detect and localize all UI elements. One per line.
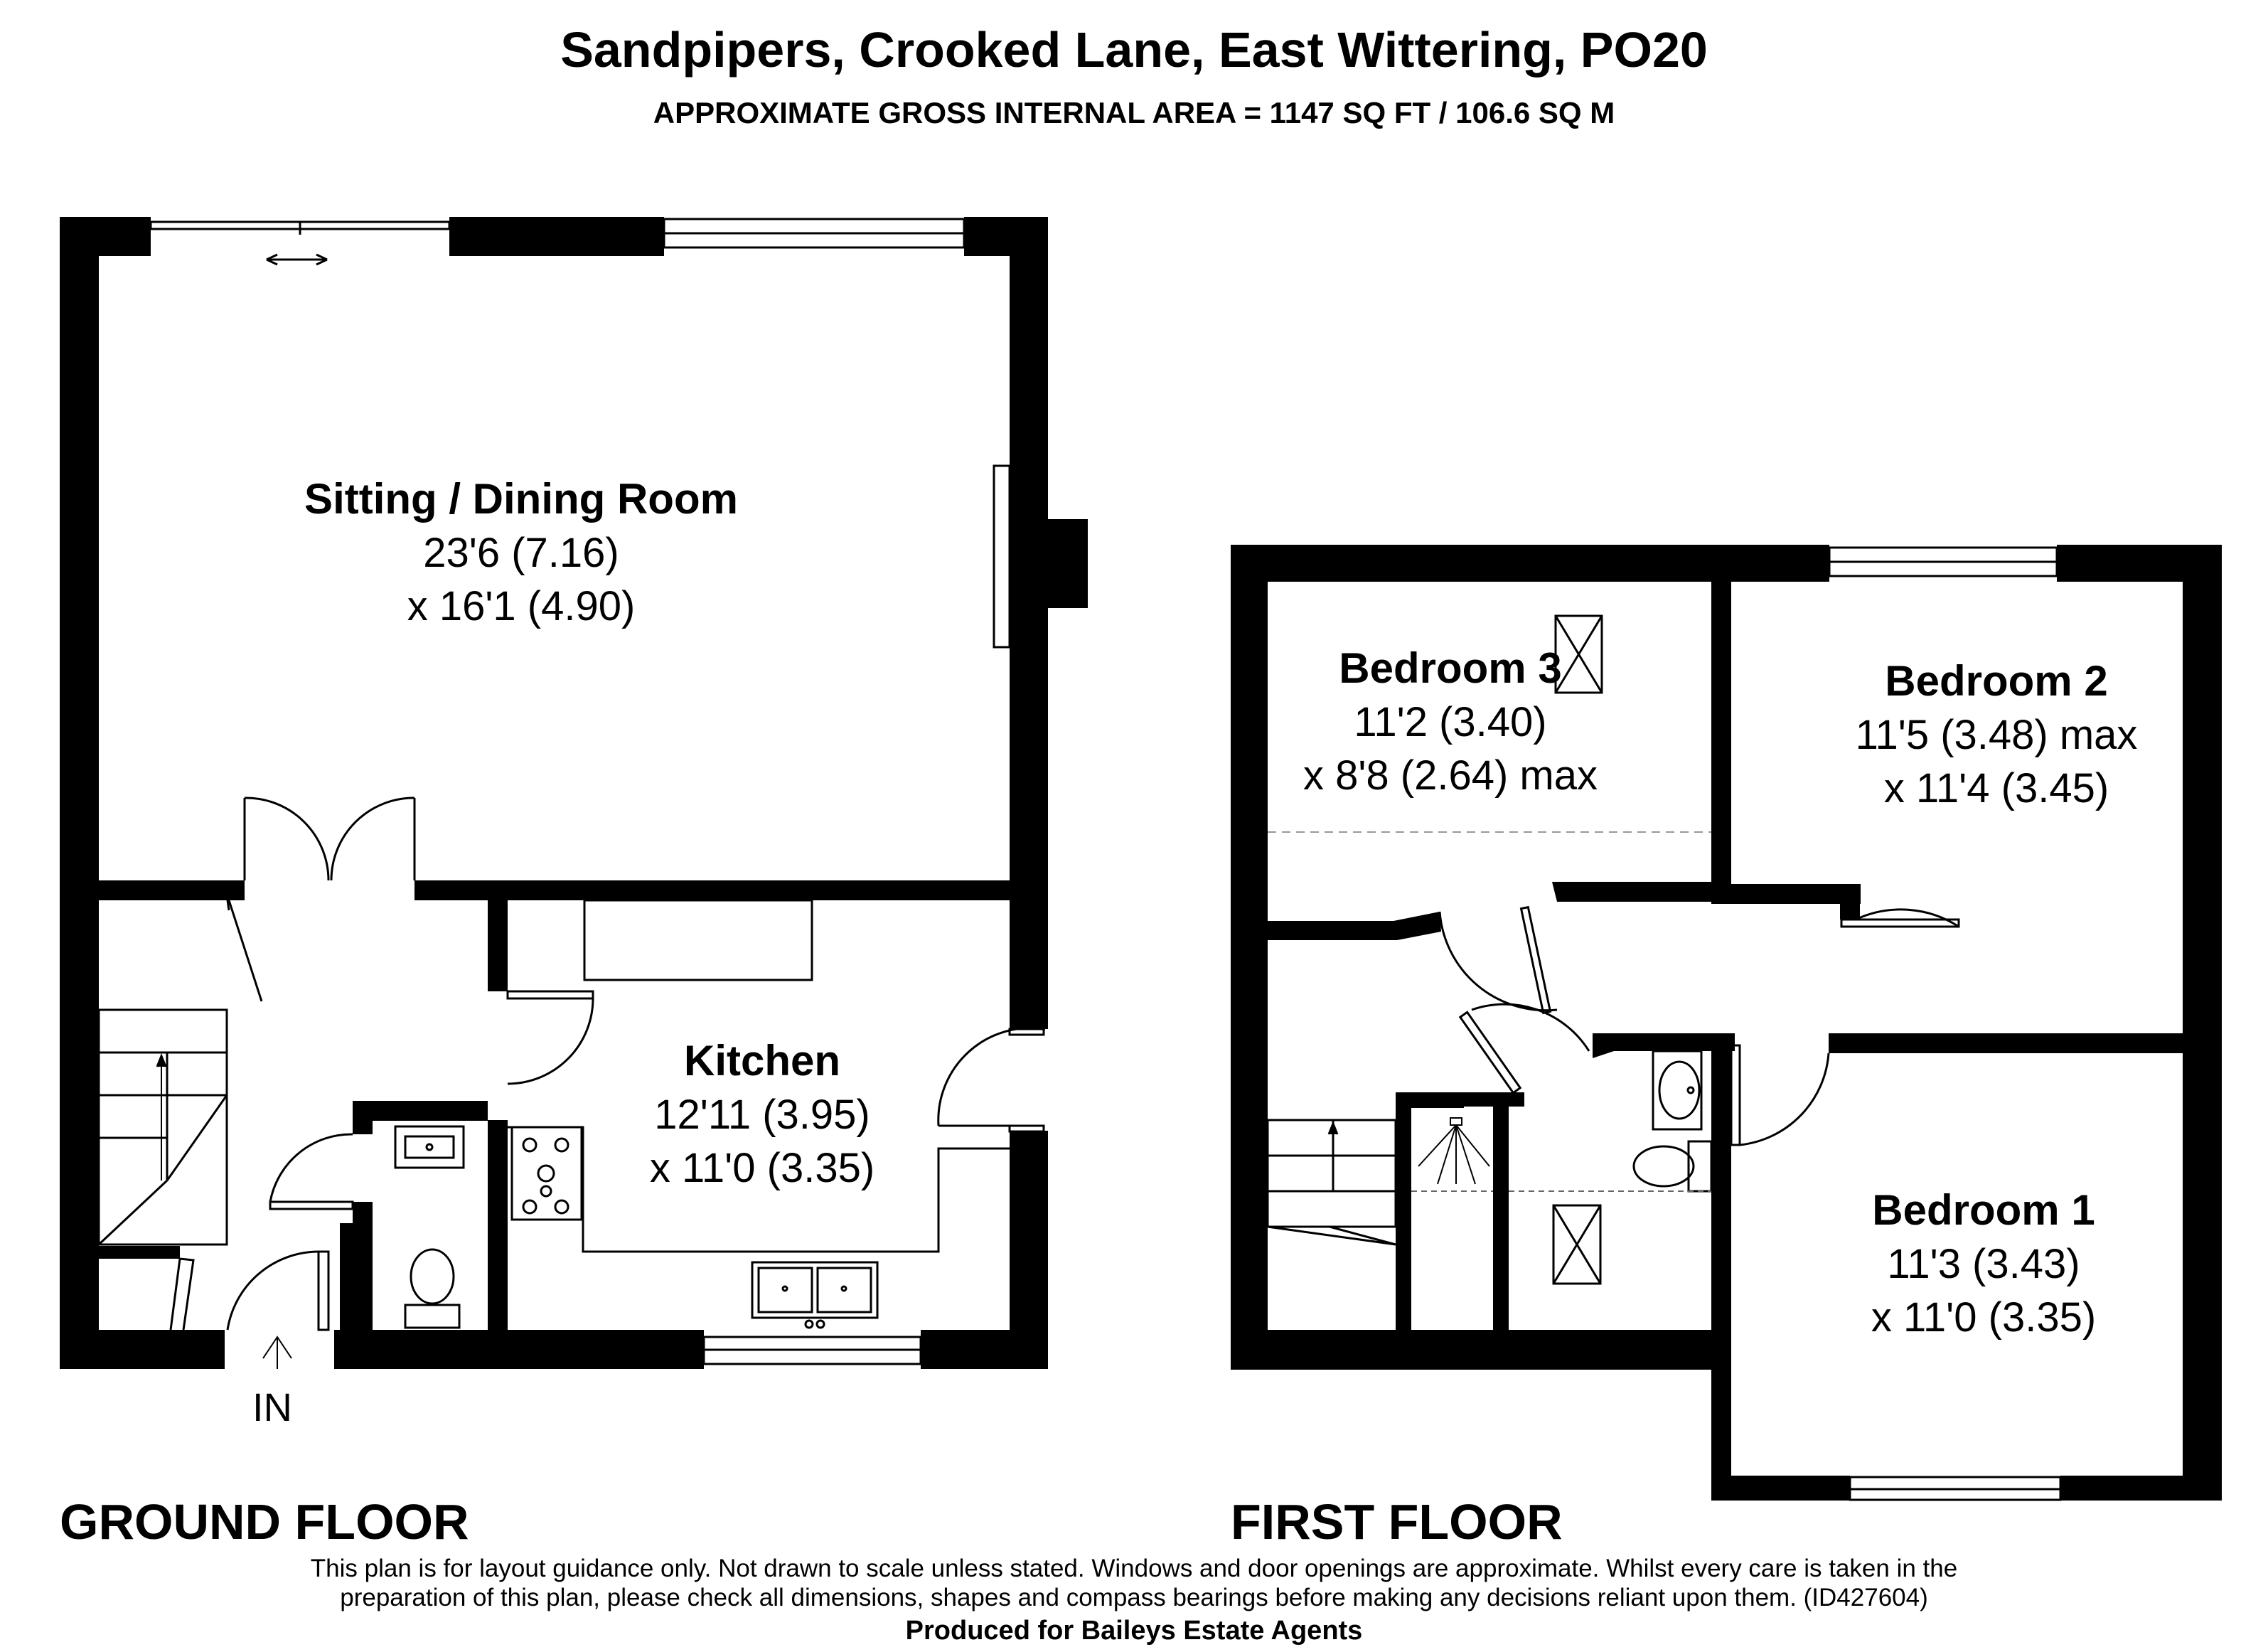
- first-floor-heading: FIRST FLOOR: [1231, 1494, 1563, 1550]
- bedroom1-dim1: 11'3 (3.43): [1887, 1241, 2080, 1287]
- gross-area: APPROXIMATE GROSS INTERNAL AREA = 1147 SQ FT / 106.6 SQ M: [653, 96, 1615, 129]
- staircase: [99, 1010, 227, 1245]
- kitchen-door: [508, 991, 593, 1084]
- sliding-arrow-icon: [267, 255, 327, 265]
- sitting-room-dim1: 23'6 (7.16): [423, 530, 619, 576]
- bedroom3-dim2: x 8'8 (2.64) max: [1303, 752, 1598, 799]
- double-door: [245, 798, 414, 880]
- bedroom1-door: [1731, 1045, 1829, 1145]
- kitchen-dim2: x 11'0 (3.35): [649, 1145, 875, 1191]
- entrance-arrow-icon: [263, 1337, 291, 1369]
- ground-floor-heading: GROUND FLOOR: [60, 1494, 469, 1550]
- ground-floor-plan: [60, 217, 1088, 1369]
- sitting-room-name: Sitting / Dining Room: [304, 475, 738, 523]
- kitchen-dim1: 12'11 (3.95): [654, 1092, 870, 1138]
- bedroom3-dim1: 11'2 (3.40): [1354, 699, 1547, 745]
- wc-basin: [395, 1126, 464, 1168]
- ground-floor-fixtures: [99, 219, 1045, 1369]
- skylight: [1556, 616, 1602, 693]
- back-door: [938, 1028, 1045, 1131]
- front-door: [228, 1252, 328, 1330]
- sitting-room-dim2: x 16'1 (4.90): [407, 583, 636, 629]
- ground-floor-walls: [60, 217, 1088, 1369]
- bathroom-toilet: [1634, 1141, 1711, 1191]
- hall-door: [228, 900, 262, 1001]
- bedroom2-dim2: x 11'4 (3.45): [1883, 765, 2109, 811]
- skylight: [1553, 1205, 1600, 1284]
- room-labels: [252, 475, 2137, 1429]
- wc-door: [270, 1134, 353, 1209]
- entrance-label: IN: [252, 1385, 292, 1429]
- bedroom3-door: [1440, 907, 1557, 1013]
- fireplace: [994, 466, 1010, 647]
- bedroom2-name: Bedroom 2: [1885, 657, 2108, 705]
- plan-title: Sandpipers, Crooked Lane, East Wittering, PO20: [560, 22, 1708, 78]
- hob: [512, 1127, 582, 1220]
- kitchen-name: Kitchen: [683, 1037, 841, 1085]
- first-floor-staircase: [1268, 1120, 1396, 1245]
- kitchen-cabinet: [584, 900, 812, 980]
- bedroom2-dim1: 11'5 (3.48) max: [1855, 712, 2138, 758]
- bedroom3-name: Bedroom 3: [1339, 644, 1562, 692]
- bathroom-door: [1460, 1004, 1589, 1093]
- bedroom1-name: Bedroom 1: [1872, 1186, 2095, 1234]
- produced-by: Produced for Baileys Estate Agents: [905, 1616, 1363, 1646]
- disclaimer-line-1: This plan is for layout guidance only. Not drawn to scale unless stated. Windows and door openings are approximate. Whilst every care is taken in the: [310, 1555, 1958, 1582]
- wc-toilet: [405, 1249, 459, 1328]
- disclaimer-line-2: preparation of this plan, please check all dimensions, shapes and compass bearings before making any decisions reliant upon them. (ID427604): [340, 1584, 1928, 1611]
- bathroom-basin: [1653, 1051, 1701, 1129]
- bedroom1-dim2: x 11'0 (3.35): [1871, 1294, 2097, 1341]
- kitchen-sink: [752, 1262, 877, 1328]
